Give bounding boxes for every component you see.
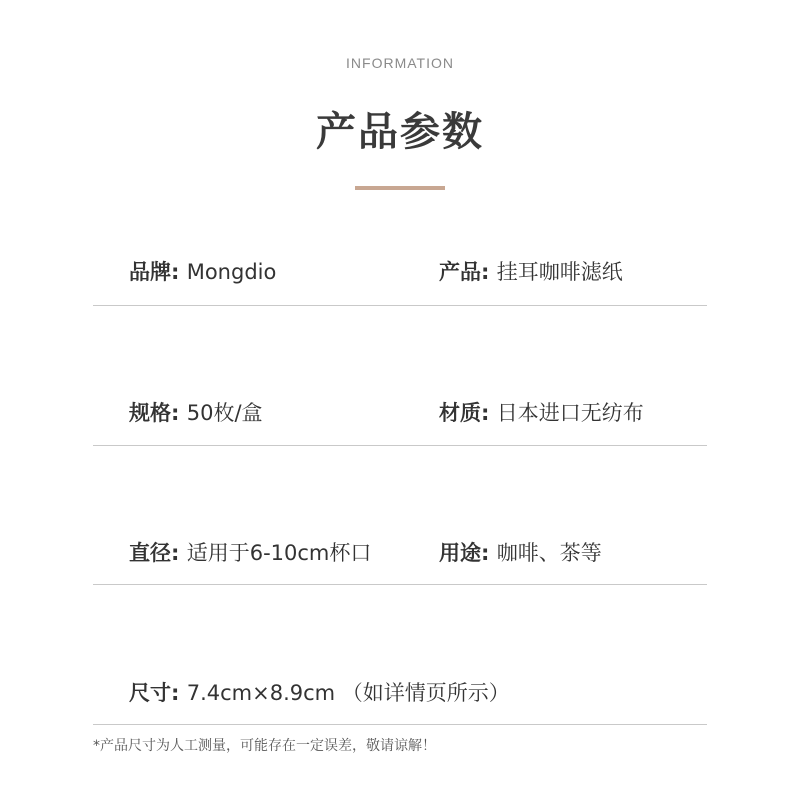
row-divider <box>93 445 707 446</box>
param-spec <box>129 399 263 427</box>
param-product-value: 挂耳咖啡滤纸 <box>496 260 623 284</box>
param-colon: : <box>171 401 187 425</box>
row-divider <box>93 584 707 585</box>
param-diameter <box>129 539 371 567</box>
param-material-label: 材质 <box>439 401 481 425</box>
param-brand <box>129 258 276 286</box>
param-spec-label: 规格 <box>129 401 171 425</box>
params-row-4 <box>93 724 707 725</box>
param-product-label: 产品 <box>439 260 481 284</box>
page-title: 产品参数 <box>316 109 484 155</box>
param-colon: : <box>481 260 497 284</box>
params-row-3 <box>93 584 707 585</box>
param-size-value: 7.4cm×8.9cm （如详情页所示） <box>186 681 510 705</box>
param-product <box>439 258 623 286</box>
param-usage-label: 用途 <box>439 541 481 565</box>
measurement-disclaimer: *产品尺寸为人工测量，可能存在一定误差，敬请谅解！ <box>93 738 436 754</box>
param-diameter-label: 直径 <box>129 541 171 565</box>
param-colon: : <box>171 541 187 565</box>
row-divider <box>93 305 707 306</box>
param-spec-value: 50枚/盒 <box>186 401 263 425</box>
params-row-2 <box>93 445 707 446</box>
param-colon: : <box>481 541 497 565</box>
row-divider <box>93 724 707 725</box>
param-colon: : <box>171 260 187 284</box>
param-size-label: 尺寸 <box>129 681 171 705</box>
param-material <box>439 399 644 427</box>
param-brand-value: Mongdio <box>186 260 277 284</box>
param-brand-label: 品牌 <box>129 260 171 284</box>
param-usage-value: 咖啡、茶等 <box>496 541 602 565</box>
param-usage <box>439 539 602 567</box>
param-diameter-value: 适用于6-10cm杯口 <box>186 541 372 565</box>
header-subtitle: INFORMATION <box>346 55 454 71</box>
param-colon: : <box>171 681 187 705</box>
param-colon: : <box>481 401 497 425</box>
param-material-value: 日本进口无纺布 <box>496 401 644 425</box>
param-size <box>129 679 510 707</box>
params-row-1 <box>93 305 707 306</box>
